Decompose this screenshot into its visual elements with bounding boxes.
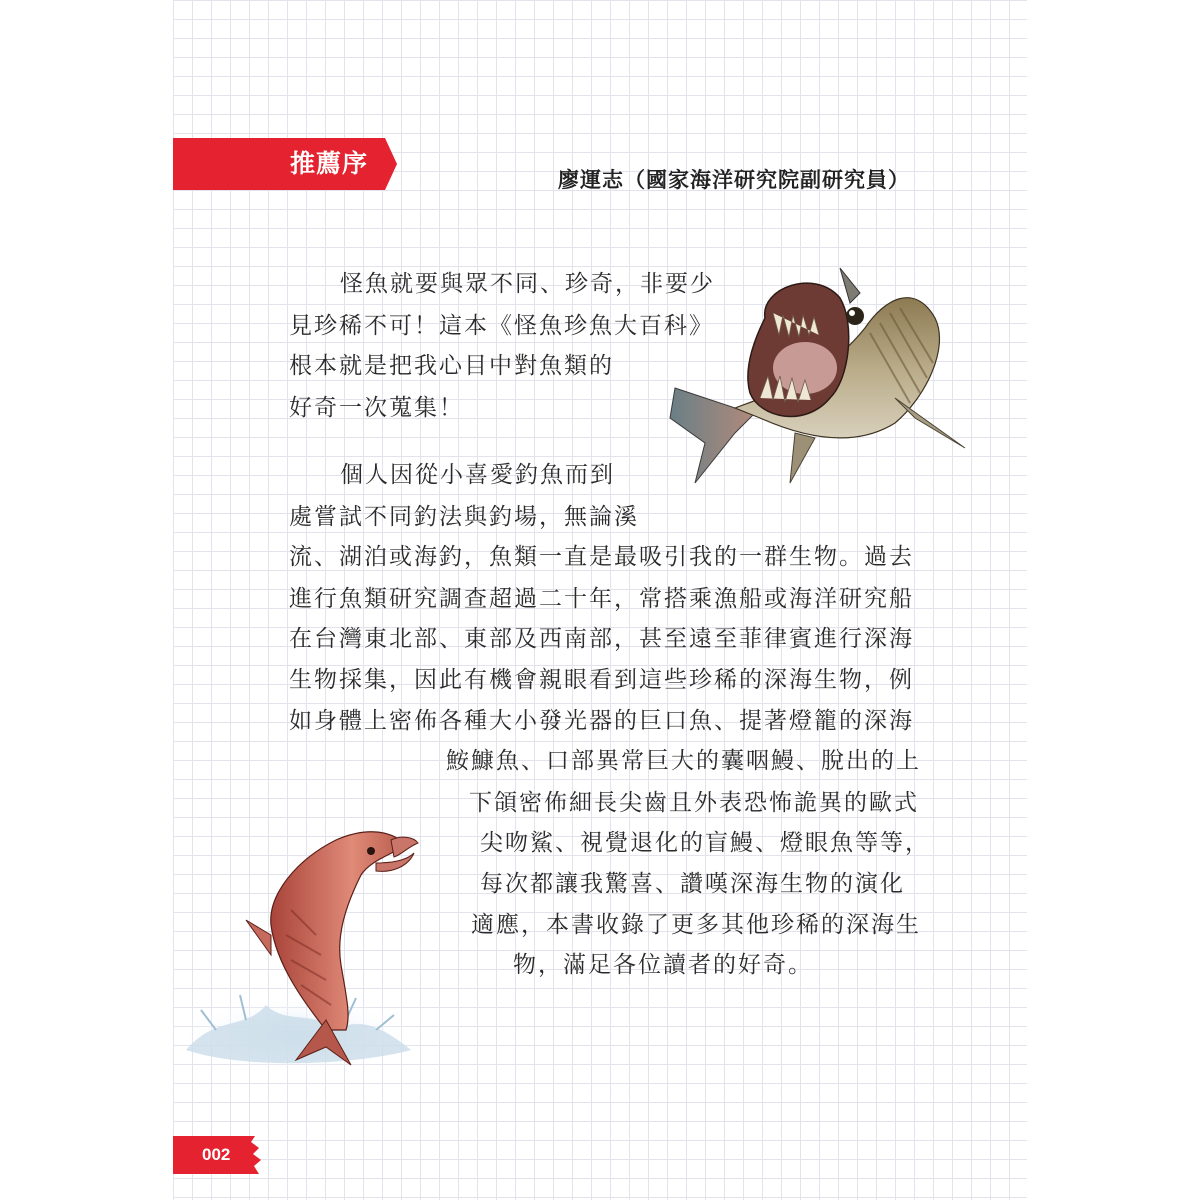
body-line: 鮟鱇魚、口部異常巨大的囊咽鰻、脫出的上 [446, 748, 921, 774]
section-title: 推薦序 [290, 149, 369, 178]
tigerfish-illustration [665, 258, 970, 493]
body-line: 生物採集，因此有機會親眼看到這些珍稀的深海生物，例 [289, 667, 914, 693]
body-line: 適應，本書收錄了更多其他珍稀的深海生 [471, 912, 921, 938]
body-line: 物，滿足各位讀者的好奇。 [513, 952, 813, 978]
body-line: 進行魚類研究調查超過二十年，常搭乘漁船或海洋研究船 [289, 586, 914, 612]
salmon-illustration [176, 815, 421, 1075]
body-line: 每次都讓我驚喜、讚嘆深海生物的演化 [480, 871, 905, 897]
body-line: 見珍稀不可！這本《怪魚珍魚大百科》 [289, 313, 714, 339]
body-line: 怪魚就要與眾不同、珍奇，非要少 [340, 271, 715, 297]
body-line: 下頜密佈細長尖齒且外表恐怖詭異的歐式 [469, 790, 919, 816]
body-line: 如身體上密佈各種大小發光器的巨口魚、提著燈籠的深海 [289, 708, 914, 734]
body-line: 根本就是把我心目中對魚類的 [289, 353, 614, 379]
body-line: 在台灣東北部、東部及西南部，甚至遠至菲律賓進行深海 [289, 626, 914, 652]
body-line: 個人因從小喜愛釣魚而到 [340, 462, 615, 488]
page-number: 002 [202, 1145, 231, 1164]
body-line: 流、湖泊或海釣，魚類一直是最吸引我的一群生物。過去 [289, 544, 914, 570]
body-line: 尖吻鯊、視覺退化的盲鰻、燈眼魚等等， [480, 830, 930, 856]
body-line: 處嘗試不同釣法與釣場，無論溪 [289, 504, 639, 530]
body-line: 好奇一次蒐集！ [289, 395, 464, 421]
author-line: 廖運志（國家海洋研究院副研究員） [558, 168, 910, 192]
